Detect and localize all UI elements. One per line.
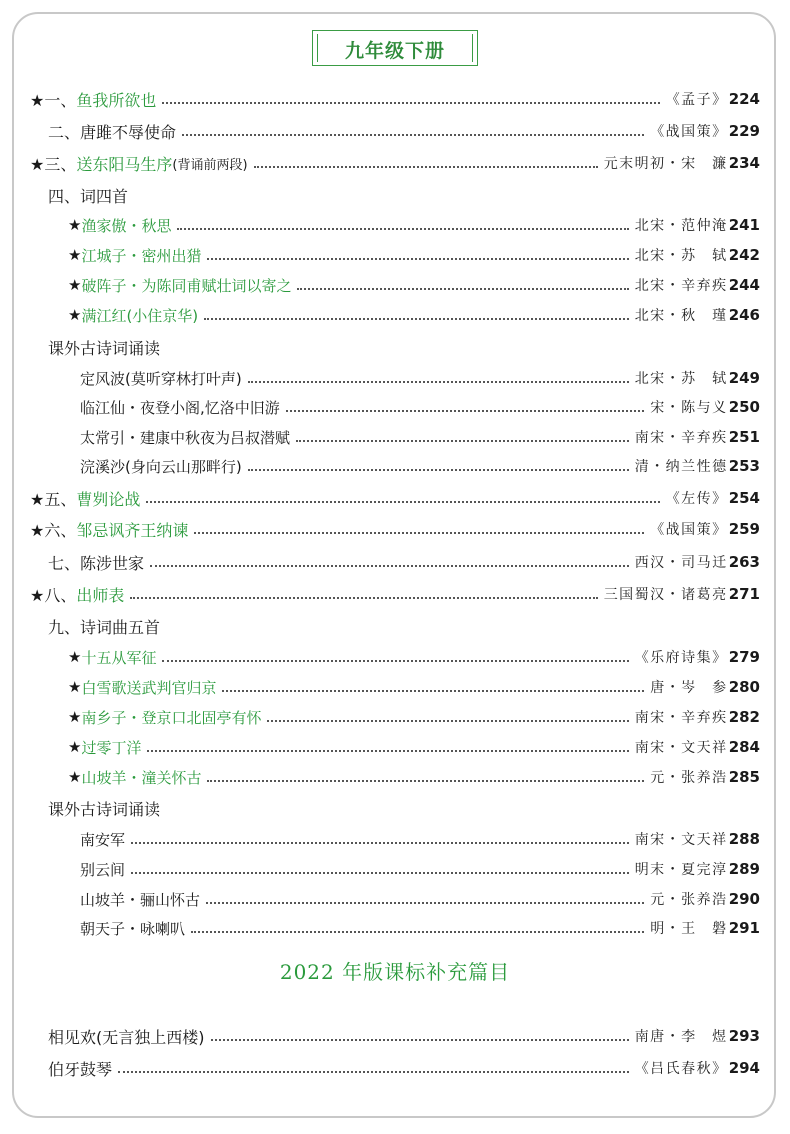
- toc-prefix: ★: [68, 216, 82, 234]
- toc-prefix: ★: [68, 276, 82, 294]
- dot-leader: [267, 719, 628, 722]
- toc-row[interactable]: [0, 672, 790, 702]
- toc-page-number: 242: [728, 246, 760, 264]
- toc-row[interactable]: [0, 514, 790, 544]
- dot-leader: [222, 689, 644, 692]
- toc-prefix: ★五、: [30, 489, 77, 509]
- dot-leader: [162, 101, 659, 104]
- toc-entry: [80, 422, 760, 452]
- toc-heading: 九、诗词曲五首: [48, 617, 161, 637]
- dot-leader: [206, 901, 644, 904]
- toc-entry: [80, 451, 760, 481]
- toc-row[interactable]: [0, 300, 790, 330]
- toc-row[interactable]: [0, 824, 790, 854]
- dot-leader: [248, 380, 629, 383]
- toc-author: 《乐府诗集》: [634, 650, 728, 666]
- toc-title: 南安军: [80, 830, 126, 849]
- toc-prefix: ★: [68, 708, 82, 726]
- toc-title: 山坡羊・骊山怀古: [80, 890, 201, 909]
- toc-entry: [68, 270, 760, 300]
- toc-title: 定风波(莫听穿林打叶声): [80, 369, 242, 388]
- toc-page-number: 279: [728, 648, 760, 666]
- toc-title: 浣溪沙(身向云山那畔行): [80, 457, 242, 476]
- toc-prefix: ★八、: [30, 585, 77, 605]
- toc-page-number: 284: [728, 738, 760, 756]
- toc-author: 元・张养浩: [650, 770, 728, 786]
- toc-page-number: 229: [728, 122, 760, 140]
- toc-row[interactable]: [0, 270, 790, 300]
- toc-page-number: 293: [728, 1027, 760, 1045]
- toc-row[interactable]: [0, 422, 790, 452]
- toc-row[interactable]: [0, 240, 790, 270]
- toc-title: 十五从军征: [81, 648, 157, 667]
- toc-page-number: 280: [728, 678, 760, 696]
- toc-author: 明・王 磐: [650, 921, 728, 937]
- page-title: 九年级下册: [344, 40, 445, 62]
- toc-author: 元・张养浩: [650, 892, 728, 908]
- toc-author: 宋・陈与义: [650, 400, 728, 416]
- toc-row[interactable]: [0, 1053, 790, 1083]
- toc-title: 相见欢(无言独上西楼): [48, 1027, 205, 1047]
- toc-page-number: 291: [728, 919, 760, 937]
- toc-row[interactable]: [0, 913, 790, 943]
- toc-entry: [48, 1021, 760, 1051]
- toc-page-number: 251: [728, 428, 760, 446]
- toc-entry: [30, 148, 760, 178]
- toc-page-number: 263: [728, 553, 760, 571]
- toc-prefix: 二、: [48, 122, 81, 142]
- toc-page-number: 271: [728, 585, 760, 603]
- toc-author: 元末明初・宋 濂: [603, 156, 728, 172]
- toc-title: 送东阳马生序: [76, 154, 173, 174]
- toc-title: 鱼我所欲也: [76, 90, 157, 110]
- toc-author: 北宋・辛弃疾: [634, 278, 728, 294]
- dot-leader: [204, 317, 629, 320]
- toc-author: 南唐・李 煜: [634, 1029, 728, 1045]
- toc-author: 《孟子》: [665, 92, 728, 108]
- toc-page-number: 246: [728, 306, 760, 324]
- toc-entry: [48, 547, 760, 577]
- toc-author: 三国蜀汉・诸葛亮: [603, 587, 728, 603]
- toc-page-number: 285: [728, 768, 760, 786]
- toc-page-number: 249: [728, 369, 760, 387]
- dot-leader: [296, 439, 629, 442]
- dot-leader: [207, 779, 644, 782]
- toc-title: 陈涉世家: [80, 553, 145, 573]
- section-title-box: [312, 30, 478, 66]
- dot-leader: [211, 1038, 629, 1041]
- toc-title: 南乡子・登京口北固亭有怀: [81, 708, 262, 727]
- dot-leader: [297, 287, 628, 290]
- toc-row[interactable]: [0, 483, 790, 513]
- toc-title: 满江红(小住京华): [81, 306, 199, 325]
- toc-heading: 课外古诗词诵读: [48, 338, 161, 358]
- toc-entry: [68, 672, 760, 702]
- dot-leader: [131, 871, 629, 874]
- toc-entry: [68, 732, 760, 762]
- toc-title: 山坡羊・潼关怀古: [81, 768, 202, 787]
- toc-page-number: 294: [728, 1059, 760, 1077]
- toc-author: 南宋・文天祥: [634, 740, 728, 756]
- dot-leader: [191, 930, 644, 933]
- toc-page-number: 290: [728, 890, 760, 908]
- toc-page-number: 234: [728, 154, 760, 172]
- toc-author: 北宋・苏 轼: [634, 371, 728, 387]
- toc-title: 太常引・建康中秋夜为吕叔潜赋: [80, 428, 291, 447]
- toc-entry: [80, 363, 760, 393]
- toc-title-note: (背诵前两段): [172, 157, 248, 173]
- toc-prefix: 七、: [48, 553, 81, 573]
- toc-author: 北宋・苏 轼: [634, 248, 728, 264]
- toc-title: 朝天子・咏喇叭: [80, 919, 186, 938]
- dot-leader: [131, 841, 629, 844]
- toc-page-number: 244: [728, 276, 760, 294]
- toc-page-number: 282: [728, 708, 760, 726]
- dot-leader: [248, 468, 629, 471]
- toc-row[interactable]: [0, 1021, 790, 1051]
- toc-row[interactable]: [0, 547, 790, 577]
- toc-prefix: ★: [68, 678, 82, 696]
- toc-page-number: 241: [728, 216, 760, 234]
- toc-prefix: ★三、: [30, 154, 77, 174]
- toc-title: 曹刿论战: [76, 489, 141, 509]
- toc-entry: [30, 579, 760, 609]
- toc-row[interactable]: [0, 451, 790, 481]
- toc-row[interactable]: [0, 392, 790, 422]
- toc-entry: [80, 854, 760, 884]
- toc-row[interactable]: [0, 702, 790, 732]
- toc-entry: [30, 483, 760, 513]
- toc-title: 唐雎不辱使命: [80, 122, 177, 142]
- toc-entry: [68, 240, 760, 270]
- toc-page-number: 253: [728, 457, 760, 475]
- toc-row[interactable]: [0, 732, 790, 762]
- toc-prefix: ★: [68, 648, 82, 666]
- toc-page-number: 259: [728, 520, 760, 538]
- toc-author: 唐・岑 参: [650, 680, 728, 696]
- toc-title: 临江仙・夜登小阁,忆洛中旧游: [80, 398, 280, 417]
- toc-prefix: ★一、: [30, 90, 77, 110]
- dot-leader: [147, 749, 628, 752]
- toc-entry: [80, 824, 760, 854]
- toc-author: 《战国策》: [650, 522, 728, 538]
- toc-title: 白雪歌送武判官归京: [81, 678, 217, 697]
- toc-author: 《吕氏春秋》: [634, 1061, 728, 1077]
- toc-entry: [68, 210, 760, 240]
- toc-entry: [68, 762, 760, 792]
- toc-row[interactable]: [0, 148, 790, 178]
- toc-row[interactable]: [0, 579, 790, 609]
- toc-author: 《左传》: [665, 491, 728, 507]
- toc-author: 南宋・辛弃疾: [634, 430, 728, 446]
- dot-leader: [177, 227, 628, 230]
- dot-leader: [130, 596, 597, 599]
- toc-title: 邹忌讽齐王纳谏: [76, 520, 189, 540]
- dot-leader: [286, 409, 644, 412]
- toc-entry: [68, 642, 760, 672]
- toc-prefix: ★: [68, 768, 82, 786]
- toc-author: 明末・夏完淳: [634, 862, 728, 878]
- dot-leader: [150, 564, 629, 567]
- toc-author: 南宋・文天祥: [634, 832, 728, 848]
- toc-author: 清・纳兰性德: [634, 459, 728, 475]
- toc-author: 北宋・秋 瑾: [634, 308, 728, 324]
- toc-prefix: ★: [68, 246, 82, 264]
- toc-entry: [68, 300, 760, 330]
- toc-title: 别云间: [80, 860, 126, 879]
- toc-page-number: 254: [728, 489, 760, 507]
- toc-title: 过零丁洋: [81, 738, 142, 757]
- dot-leader: [182, 133, 644, 136]
- toc-title: 江城子・密州出猎: [81, 246, 202, 265]
- dot-leader: [146, 500, 659, 503]
- toc-prefix: ★六、: [30, 520, 77, 540]
- supplement-title: 2022 年版课标补充篇目: [279, 960, 511, 984]
- toc-author: 西汉・司马迁: [634, 555, 728, 571]
- toc-row[interactable]: [0, 762, 790, 792]
- toc-entry: [30, 514, 760, 544]
- toc-entry: [80, 913, 760, 943]
- toc-prefix: ★: [68, 306, 82, 324]
- toc-entry: [48, 1053, 760, 1083]
- toc-row[interactable]: [0, 84, 790, 114]
- toc-title: 出师表: [76, 585, 125, 605]
- toc-row[interactable]: [0, 854, 790, 884]
- toc-entry: [48, 116, 760, 146]
- dot-leader: [207, 257, 628, 260]
- toc-entry: [80, 884, 760, 914]
- toc-page-number: 289: [728, 860, 760, 878]
- toc-page-number: 288: [728, 830, 760, 848]
- toc-page-number: 224: [728, 90, 760, 108]
- toc-entry: [30, 84, 760, 114]
- toc-entry: [68, 702, 760, 732]
- dot-leader: [194, 531, 644, 534]
- toc-author: 南宋・辛弃疾: [634, 710, 728, 726]
- toc-author: 《战国策》: [650, 124, 728, 140]
- toc-row[interactable]: [0, 884, 790, 914]
- toc-row[interactable]: [0, 210, 790, 240]
- dot-leader: [254, 165, 598, 168]
- toc-prefix: ★: [68, 738, 82, 756]
- dot-leader: [118, 1070, 629, 1073]
- toc-title: 伯牙鼓琴: [48, 1059, 113, 1079]
- toc-entry: [80, 392, 760, 422]
- toc-row[interactable]: [0, 363, 790, 393]
- toc-row[interactable]: [0, 116, 790, 146]
- toc-heading: 四、词四首: [48, 186, 129, 206]
- toc-page-number: 250: [728, 398, 760, 416]
- toc-heading: 课外古诗词诵读: [48, 799, 161, 819]
- toc-title: 渔家傲・秋思: [81, 216, 172, 235]
- dot-leader: [162, 659, 628, 662]
- toc-author: 北宋・范仲淹: [634, 218, 728, 234]
- toc-title: 破阵子・为陈同甫赋壮词以寄之: [81, 276, 292, 295]
- toc-row[interactable]: [0, 642, 790, 672]
